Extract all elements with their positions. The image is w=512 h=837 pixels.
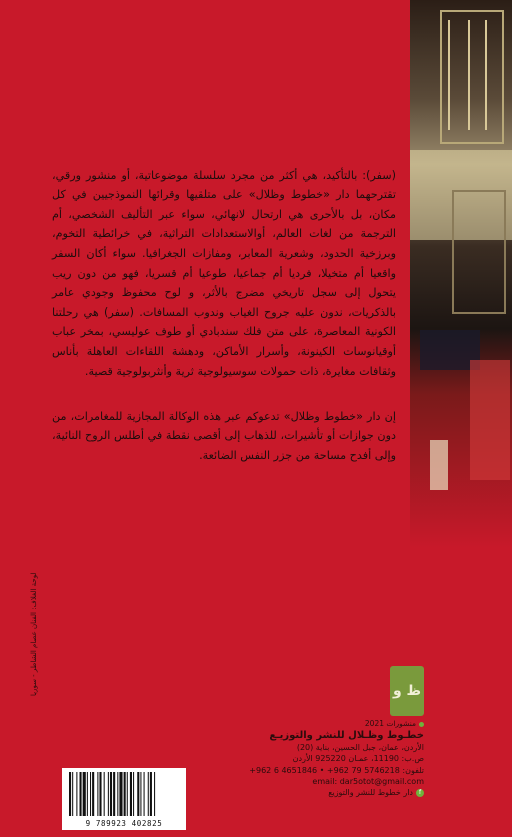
painting-stroke	[470, 360, 510, 480]
blurb-paragraph-1: (سفر): بالتأكيد، هي أكثر من مجرد سلسلة موضوعاتية، أو منشور ورقي، تقترحهما دار «خطوط وظلال» على متلقيها وقرائها النموذجيين في كل مكان، بل بالأحرى هي ارتحال لانهائي، سواء عبر التأليف الشخصي، أم الترجمة من لغات العالم، أوالاستعدادات التراثية، في خرائطية التخوم، وبرزخية الحدود، وشعرية المعابر، ومفازات الجغرافيا. سواء أكان السفر واقعيا أم متخيلا، فرديا أم جماعيا، طوعيا أم قسريا، فهو من دون ريب يتحول إلى سجل تاريخي مضرج بالأثر، و لوح محفوظ وجودي عامر بالذكريات، ندون عليه جروح الغياب وندوب المسافات. (سفر) هي رحلتنا الكونية المعاصرة، على متن فلك سندبادي أو طوف عوليسي، بمخر عباب أوقيانوسات الكينونة، وأسرار الأماكن، ودهشة اللقاءات العاهلة بأناس وثقافات مغايرة، ذات حمولات سوسيولوجية ثرية وأنثربولوجية قصية.	[52, 168, 396, 378]
barcode-bar	[99, 772, 101, 816]
painting-window-frame	[452, 190, 506, 314]
barcode-bar	[110, 772, 112, 816]
barcode-bar	[76, 772, 77, 816]
painting-stroke	[430, 440, 448, 490]
facebook-icon: f	[416, 789, 424, 797]
series-line	[124, 718, 424, 729]
barcode-bar	[80, 772, 82, 816]
barcode-bar	[92, 772, 94, 816]
painting-stroke	[468, 20, 470, 130]
barcode-bars	[63, 769, 185, 819]
publisher-phone: تلفون: 5746218 79 962+ • 4651846 6 962+	[249, 765, 424, 775]
bullet-icon	[419, 722, 424, 727]
blurb-paragraph-2: إن دار «خطوط وظلال» تدعوكم عبر هذه الوكالة المجازية للمغامرات، من دون جوازات أو تأشيرات، للذهاب إلى أقصى نقطة في أطلس الروح النائية، وإلى أفدح مساحة من جزر النفس الضائعة.	[52, 409, 396, 462]
publisher-logo	[390, 666, 424, 716]
painting-stroke	[448, 20, 450, 130]
barcode-bar	[72, 772, 73, 816]
publisher-pobox: ص.ب: 11190، عمـان 925220 الأردن	[292, 754, 424, 764]
publisher-email: email: dar5otot@gmail.com	[312, 776, 424, 786]
facebook-label: دار خطوط للنشر والتوزيع	[328, 788, 413, 798]
barcode-bar	[117, 772, 118, 816]
barcode-bar	[130, 772, 132, 816]
barcode-bar	[119, 772, 122, 816]
barcode-bar	[133, 772, 134, 816]
blurb-text	[52, 146, 396, 491]
cover-credit: لوحة الغلاف: الفنان عصام الشاطر - سوريا	[30, 572, 38, 696]
barcode-bar	[108, 772, 109, 816]
barcode-bar	[113, 772, 115, 816]
series-label: منشورات 2021	[364, 719, 416, 728]
barcode-bar	[148, 772, 149, 816]
barcode-bar	[97, 772, 98, 816]
barcode-bar	[69, 772, 71, 816]
publisher-name: خطـوط وظـلال للنشر والتوزيـع	[269, 730, 424, 742]
publisher-address: الأردن، عمان، جبل الحسين، بناية (20)	[296, 743, 424, 753]
isbn-barcode	[62, 768, 186, 830]
isbn-digits: 9 789923 402825	[85, 819, 163, 828]
barcode-bar	[127, 772, 128, 816]
logo-text: ظ و	[392, 683, 422, 699]
barcode-bar	[154, 772, 155, 816]
barcode-bar	[144, 772, 145, 816]
barcode-bar	[104, 772, 105, 816]
barcode-bar	[140, 772, 141, 816]
painting-stroke	[485, 20, 487, 130]
cover-painting-strip	[410, 0, 512, 548]
barcode-bar	[87, 772, 88, 816]
barcode-bar	[150, 772, 152, 816]
barcode-bar	[137, 772, 139, 816]
barcode-bar	[83, 772, 86, 816]
barcode-bar	[90, 772, 91, 816]
barcode-bar	[124, 772, 126, 816]
